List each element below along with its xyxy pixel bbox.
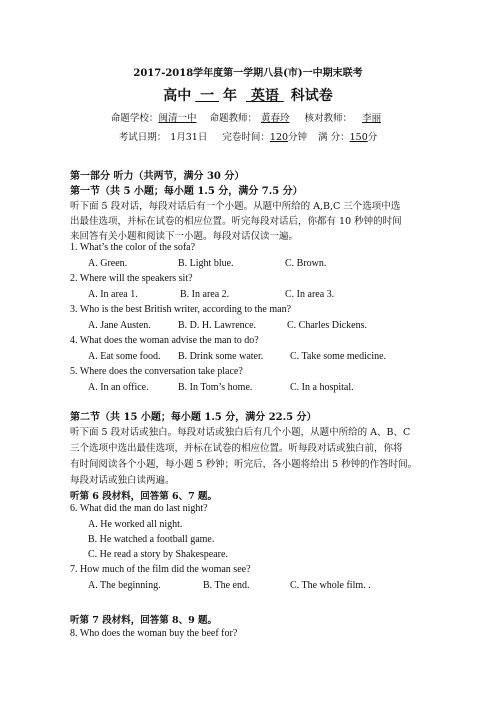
question-3-stem: 3. Who is the best British writer, according to the man? — [70, 304, 292, 315]
checker-label: 核对教师： — [304, 113, 353, 124]
info-line-1 — [0, 110, 496, 124]
question-3-option-a[interactable]: A. Jane Austen. — [88, 320, 151, 331]
question-1-stem: 1. What’s the color of the sofa? — [70, 242, 196, 253]
subject-value: 英语 — [246, 88, 284, 104]
question-5-option-c[interactable]: C. In a hospital. — [290, 382, 354, 393]
question-6-option-c[interactable]: C. He read a story by Shakespeare. — [88, 549, 228, 560]
date-value: 1月31日 — [170, 132, 208, 143]
question-8-stem: 8. Who does the woman buy the beef for? — [70, 628, 238, 639]
section1-instruction-2: 出最佳选项，并标在试卷的相应位置。听完每段对话后，你都有 10 秒钟的时间 — [70, 216, 402, 227]
question-2-option-a[interactable]: A. In area 1. — [88, 289, 138, 300]
teacher-label: 命题教师： — [209, 113, 257, 124]
section2-instruction-3: 有时间阅读各个小题，每小题 5 秒钟；听完后，各小题将给出 5 秒钟的作答时间。 — [70, 459, 418, 470]
material-6-heading: 听第 6 段材料，回答第 6、7 题。 — [70, 491, 218, 502]
section1-instruction-3: 来回答有关小题和阅读下一小题。每段对话仅读一遍。 — [70, 231, 299, 242]
question-4-option-c[interactable]: C. Take some medicine. — [290, 351, 387, 362]
question-1-option-a[interactable]: A. Green. — [88, 258, 128, 269]
grade-prefix: 高中 — [163, 88, 192, 104]
question-7-stem: 7. How much of the film did the woman see? — [70, 564, 251, 575]
question-5-option-b[interactable]: B. In Tom’s home. — [178, 382, 253, 393]
date-label: 考试日期： — [118, 132, 167, 143]
section2-instruction-2: 三个选项中选出最佳选项，并标在试卷的相应位置。听每段对话或独白前，你将 — [70, 443, 403, 454]
question-6-stem: 6. What did the man do last night? — [70, 503, 208, 514]
question-2-stem: 2. Where will the speakers sit? — [70, 273, 193, 284]
question-3-option-b[interactable]: B. D. H. Lawrence. — [178, 320, 257, 331]
exam-title: 2017-2018学年度第一学期八县(市)一中期末联考 — [133, 68, 363, 79]
teacher-value: 黄春玲 — [261, 113, 290, 124]
time-unit: 分钟 — [288, 132, 308, 143]
subject-suffix: 科试卷 — [290, 88, 333, 104]
checker-value: 李丽 — [362, 113, 382, 124]
question-5-stem: 5. Where does the conversation take place? — [70, 366, 243, 377]
question-5-option-a[interactable]: A. In an office. — [88, 382, 149, 393]
school-value: 闽清一中 — [158, 113, 197, 124]
question-7-option-c[interactable]: C. The whole film. . — [290, 580, 371, 591]
question-6-option-b[interactable]: B. He watched a football game. — [88, 534, 215, 545]
grade-value: 一 — [195, 88, 219, 104]
section1-instruction-1: 听下面 5 段对话，每段对话后有一个小题。从题中所给的 A,B,C 三个选项中选 — [70, 201, 401, 212]
info-line-2 — [0, 129, 496, 143]
score-value: 150 — [349, 132, 368, 143]
score-unit: 分 — [367, 132, 378, 143]
question-3-option-c[interactable]: C. Charles Dickens. — [287, 320, 367, 331]
question-2-option-b[interactable]: B. In area 2. — [180, 289, 230, 300]
time-label: 完卷时间： — [222, 132, 270, 143]
question-4-stem: 4. What does the woman advise the man to do? — [70, 335, 259, 346]
material-7-heading: 听第 7 段材料，回答第 8、9 题。 — [70, 615, 218, 626]
question-7-option-a[interactable]: A. The beginning. — [88, 580, 161, 591]
section2-instruction-1: 听下面 5 段对话或独白。每段对话或独白后有几个小题，从题中所给的 A、B、C — [70, 427, 411, 438]
question-1-option-c[interactable]: C. Brown. — [285, 258, 327, 269]
question-6-option-a[interactable]: A. He worked all night. — [88, 519, 183, 530]
grade-subject-line — [0, 85, 496, 105]
question-4-option-b[interactable]: B. Drink some water. — [178, 351, 264, 362]
time-value: 120 — [269, 132, 289, 143]
section2-instruction-4: 每段对话或独白读两遍。 — [70, 475, 175, 486]
section1-title: 第一节（共 5 小题；每小题 1.5 分，满分 7.5 分） — [70, 186, 303, 197]
question-4-option-a[interactable]: A. Eat some food. — [88, 351, 161, 362]
question-1-option-b[interactable]: B. Light blue. — [178, 258, 234, 269]
score-label: 满 分： — [318, 132, 350, 143]
school-label: 命题学校： — [110, 113, 159, 124]
grade-year: 年 — [223, 88, 237, 104]
question-2-option-c[interactable]: C. In area 3. — [285, 289, 335, 300]
part1-title: 第一部分 听力（共两节，满分 30 分） — [70, 171, 245, 182]
section2-title: 第二节（共 15 小题；每小题 1.5 分，满分 22.5 分） — [70, 412, 317, 423]
question-7-option-b[interactable]: B. The end. — [203, 580, 250, 591]
